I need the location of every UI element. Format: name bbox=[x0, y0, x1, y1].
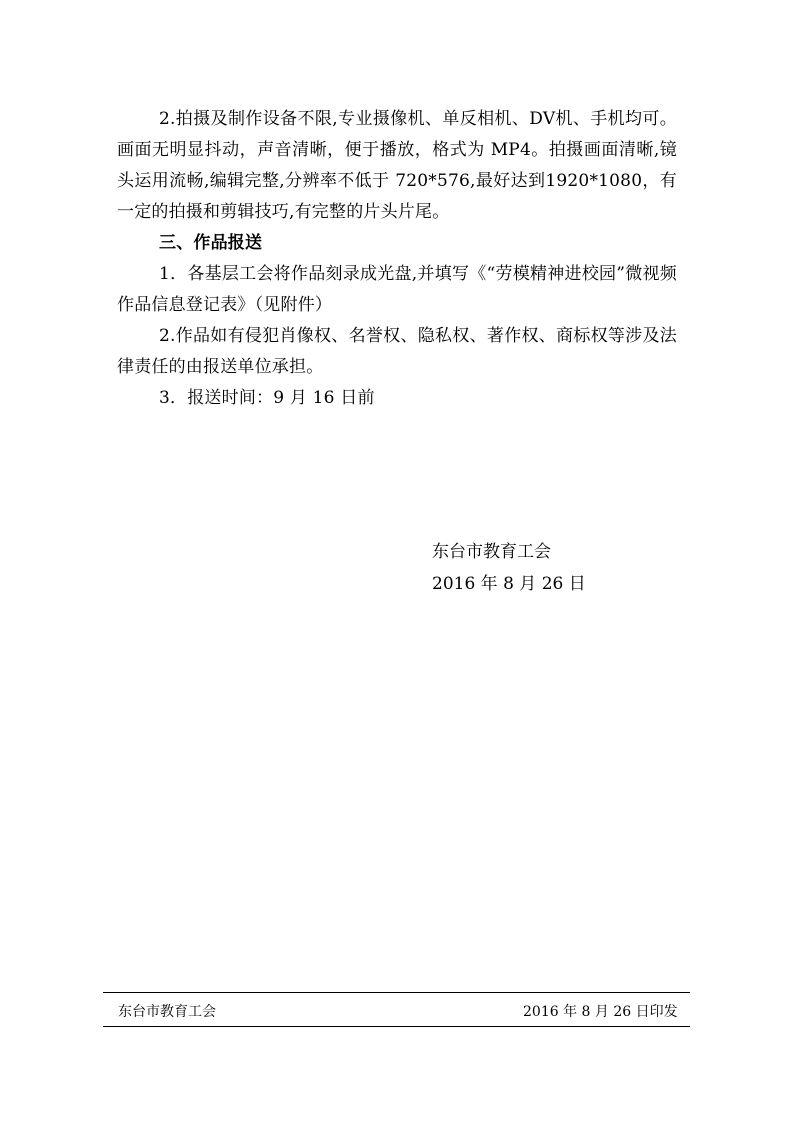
section-heading-submission: 三、作品报送 bbox=[159, 233, 263, 253]
footer-issue-date: 2016 年 8 月 26 日印发 bbox=[523, 1004, 678, 1020]
paragraph-submission-1: 1．各基层工会将作品刻录成光盘,并填写《“劳模精神进校园”微视频作品信息登记表》（见附件） bbox=[117, 264, 677, 315]
paragraph-equipment: 2.拍摄及制作设备不限,专业摄像机、单反相机、DV机、手机均可。画面无明显抖动，声音清晰，便于播放，格式为 MP4。拍摄画面清晰,镜头运用流畅,编辑完整,分辨率不低于 720*576,最好达到1920*1080，有一定的拍摄和剪辑技巧,有完整的片头片尾。 bbox=[117, 109, 677, 222]
footer-divider-top bbox=[103, 992, 690, 993]
paragraph-submission-3: 3．报送时间：9 月 16 日前 bbox=[159, 388, 375, 408]
footer-divider-bottom bbox=[103, 1026, 690, 1027]
signature-date: 2016 年 8 月 26 日 bbox=[432, 574, 586, 594]
body-text bbox=[117, 104, 677, 414]
paragraph-submission-2: 2.作品如有侵犯肖像权、名誉权、隐私权、著作权、商标权等涉及法律责任的由报送单位承担。 bbox=[117, 326, 677, 377]
signature-organization: 东台市教育工会 bbox=[432, 542, 551, 562]
footer-issuer: 东台市教育工会 bbox=[118, 1004, 216, 1020]
